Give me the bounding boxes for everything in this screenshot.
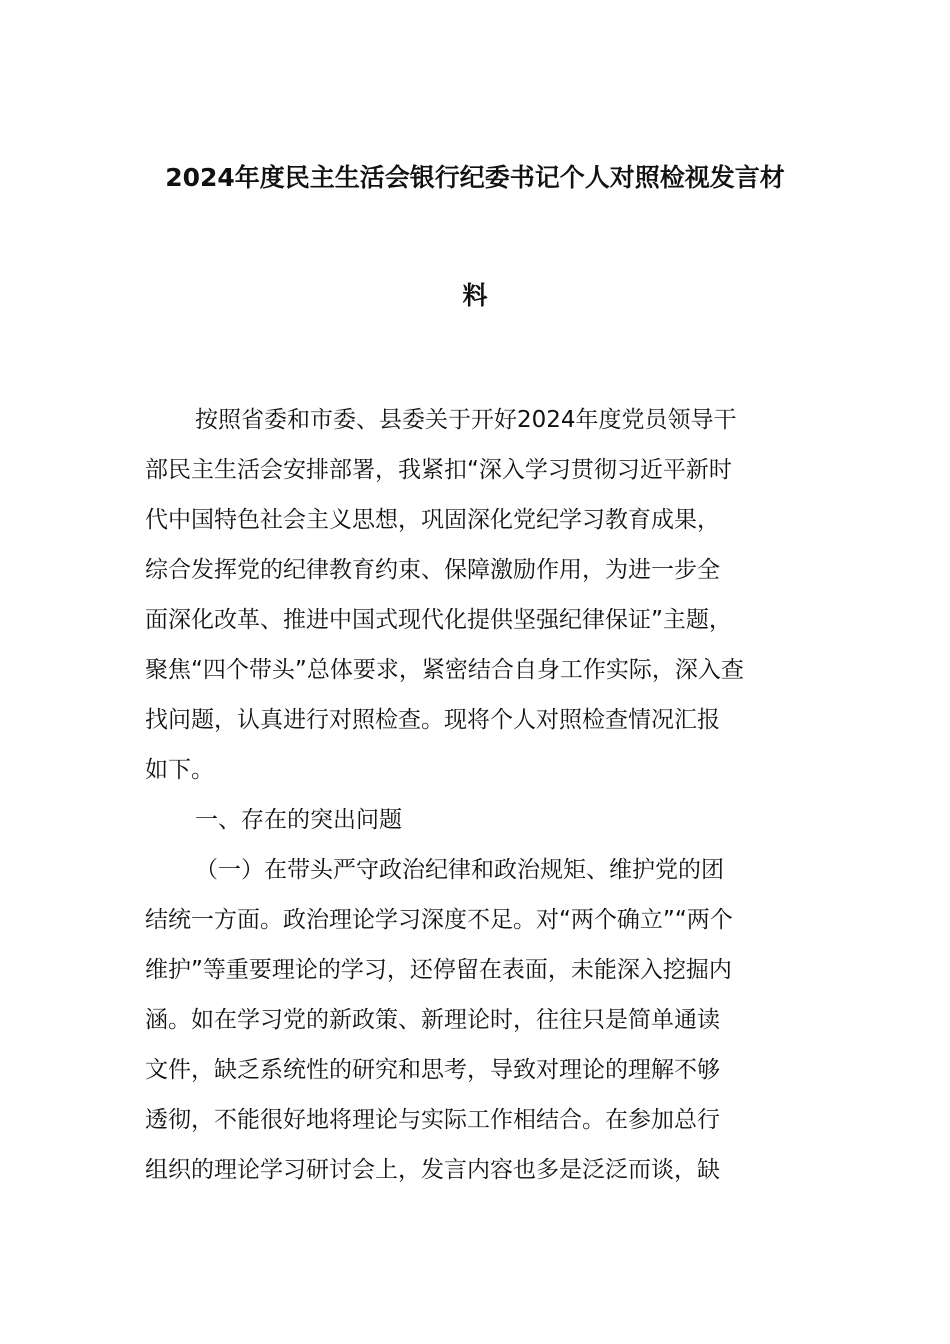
paragraph-line: 代中国特色社会主义思想，巩固深化党纪学习教育成果， [145, 507, 720, 533]
paragraph-line: 面深化改革、推进中国式现代化提供坚强纪律保证”主题， [145, 607, 732, 633]
paragraph-line: 聚焦“四个带头”总体要求，紧密结合自身工作实际，深入查 [145, 657, 744, 683]
paragraph-line: 综合发挥党的纪律教育约束、保障激励作用，为进一步全 [145, 557, 720, 583]
paragraph-line: 透彻，不能很好地将理论与实际工作相结合。在参加总行 [145, 1107, 720, 1133]
paragraph-line: （一）在带头严守政治纪律和政治规矩、维护党的团 [195, 857, 724, 883]
paragraph-line: 如下。 [145, 757, 214, 783]
section-heading: 一、存在的突出问题 [195, 807, 402, 833]
paragraph-line: 涵。如在学习党的新政策、新理论时，往往只是简单通读 [145, 1007, 720, 1033]
document-title-line-1: 2024年度民主生活会银行纪委书记个人对照检视发言材 [165, 163, 785, 192]
paragraph-line: 部民主生活会安排部署，我紧扣“深入学习贯彻习近平新时 [145, 457, 732, 483]
paragraph-line: 结统一方面。政治理论学习深度不足。对“两个确立”“两个 [145, 907, 733, 933]
paragraph-line: 按照省委和市委、县委关于开好2024年度党员领导干 [195, 407, 737, 433]
paragraph-line: 找问题，认真进行对照检查。现将个人对照检查情况汇报 [145, 707, 720, 733]
paragraph-line: 维护”等重要理论的学习，还停留在表面，未能深入挖掘内 [145, 957, 732, 983]
document-title-line-2: 料 [462, 281, 488, 310]
paragraph-line: 文件，缺乏系统性的研究和思考，导致对理论的理解不够 [145, 1057, 720, 1083]
paragraph-line: 组织的理论学习研讨会上，发言内容也多是泛泛而谈，缺 [145, 1157, 720, 1183]
